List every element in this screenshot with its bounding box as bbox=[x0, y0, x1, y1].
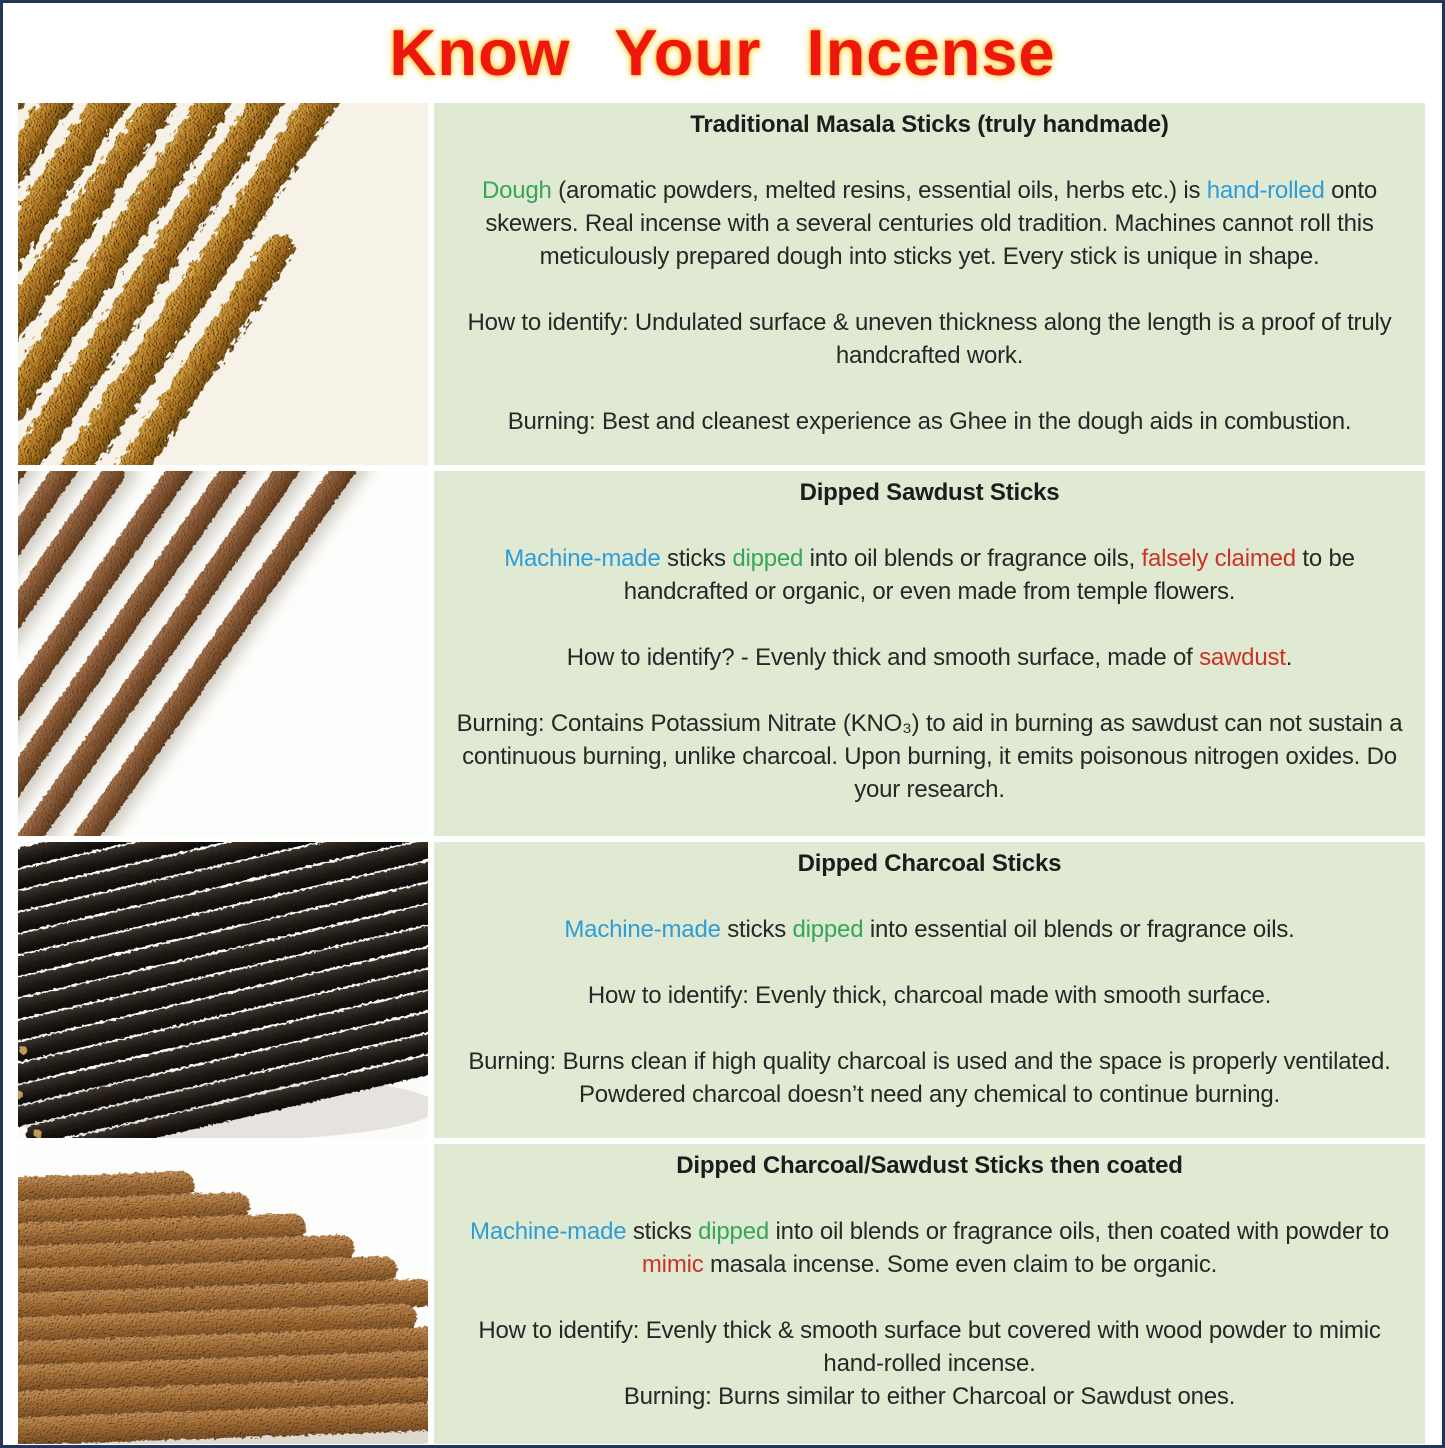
highlighted-text: dipped bbox=[732, 545, 804, 572]
section-paragraphs bbox=[448, 913, 1411, 1138]
section-heading: Dipped Sawdust Sticks bbox=[799, 479, 1060, 506]
coated-sticks-photo bbox=[18, 1144, 428, 1444]
body-text: onto skewers. Real incense with a several centuries old tradition. Machines cannot roll this meticulously prepared dough into sticks yet. Every stick is unique in shape. bbox=[485, 177, 1378, 270]
section-row-masala bbox=[18, 103, 1425, 465]
section-heading: Dipped Charcoal/Sawdust Sticks then coated bbox=[676, 1152, 1183, 1179]
highlighted-text: dipped bbox=[698, 1218, 769, 1245]
highlighted-text: sawdust bbox=[1199, 644, 1286, 671]
highlighted-text: mimic bbox=[641, 1251, 704, 1278]
paragraph bbox=[448, 1045, 1411, 1111]
paragraph bbox=[448, 1380, 1411, 1413]
body-text: into essential oil blends or fragrance oils. bbox=[863, 916, 1295, 943]
page-title: Know Your Incense bbox=[389, 16, 1056, 89]
body-text: sticks bbox=[660, 545, 733, 572]
body-text: . bbox=[1285, 644, 1293, 671]
highlighted-text: hand-rolled bbox=[1206, 177, 1325, 204]
paragraph bbox=[448, 174, 1411, 273]
section-heading: Dipped Charcoal Sticks bbox=[797, 850, 1062, 877]
section-row-sawdust bbox=[18, 471, 1425, 836]
section-paragraphs bbox=[448, 542, 1411, 836]
paragraph bbox=[448, 405, 1411, 438]
section-heading: Traditional Masala Sticks (truly handmade) bbox=[690, 111, 1169, 138]
body-text: into oil blends or fragrance oils, bbox=[803, 545, 1142, 572]
paragraph bbox=[448, 979, 1411, 1012]
highlighted-text: Dough bbox=[481, 177, 552, 204]
section-paragraphs bbox=[448, 174, 1411, 465]
highlighted-text: Machine-made bbox=[564, 916, 721, 943]
body-text: How to identify? - Evenly thick and smooth surface, made of bbox=[566, 644, 1200, 671]
body-text: sticks bbox=[626, 1218, 699, 1245]
paragraph bbox=[448, 913, 1411, 946]
body-text: Burning: Burns similar to either Charcoal or Sawdust ones. bbox=[623, 1383, 1236, 1410]
highlighted-text: Machine-made bbox=[504, 545, 661, 572]
paragraph bbox=[448, 1215, 1411, 1281]
body-text: How to identify: Evenly thick & smooth surface but covered with wood powder to mimic hand-rolled incense. bbox=[478, 1317, 1381, 1377]
charcoal-photo-illustration bbox=[18, 842, 428, 1138]
highlighted-text: Machine-made bbox=[470, 1218, 627, 1245]
masala-sticks-photo bbox=[18, 103, 428, 465]
paragraph bbox=[448, 641, 1411, 674]
body-text: Burning: Contains Potassium Nitrate (KNO₃) to aid in burning as sawdust can not sustain a continuous burning, unlike charcoal. Upon burning, it emits poisonous nitrogen oxides. Do your research. bbox=[456, 710, 1403, 803]
body-text: Burning: Best and cleanest experience as Ghee in the dough aids in combustion. bbox=[507, 408, 1352, 435]
charcoal-sticks-photo bbox=[18, 842, 428, 1138]
paragraph bbox=[448, 306, 1411, 372]
highlighted-text: falsely claimed bbox=[1141, 545, 1296, 572]
body-text: masala incense. Some even claim to be organic. bbox=[703, 1251, 1218, 1278]
section-text-masala bbox=[434, 103, 1425, 465]
section-row-coated bbox=[18, 1144, 1425, 1444]
highlighted-text: dipped bbox=[792, 916, 864, 943]
sawdust-sticks-photo bbox=[18, 471, 428, 836]
section-row-charcoal bbox=[18, 842, 1425, 1138]
body-text: How to identify: Evenly thick, charcoal made with smooth surface. bbox=[587, 982, 1272, 1009]
paragraph bbox=[448, 542, 1411, 608]
section-text-coated bbox=[434, 1144, 1425, 1444]
coated-photo-illustration bbox=[18, 1144, 428, 1444]
body-text: Burning: Burns clean if high quality charcoal is used and the space is properly ventilated. Powdered charcoal doesn’t need any chemical to continue burning. bbox=[468, 1048, 1391, 1108]
body-text: into oil blends or fragrance oils, then coated with powder to bbox=[769, 1218, 1389, 1245]
body-text: to be handcrafted or organic, or even made from temple flowers. bbox=[623, 545, 1355, 605]
paragraph bbox=[448, 1314, 1411, 1380]
body-text: sticks bbox=[720, 916, 793, 943]
section-paragraphs bbox=[448, 1215, 1411, 1444]
sawdust-photo-illustration bbox=[18, 471, 428, 836]
paragraph bbox=[448, 707, 1411, 806]
section-text-charcoal bbox=[434, 842, 1425, 1138]
body-text: How to identify: Undulated surface & uneven thickness along the length is a proof of truly handcrafted work. bbox=[467, 309, 1392, 369]
masala-photo-illustration bbox=[18, 103, 428, 465]
body-text: (aromatic powders, melted resins, essential oils, herbs etc.) is bbox=[551, 177, 1207, 204]
section-text-sawdust bbox=[434, 471, 1425, 836]
